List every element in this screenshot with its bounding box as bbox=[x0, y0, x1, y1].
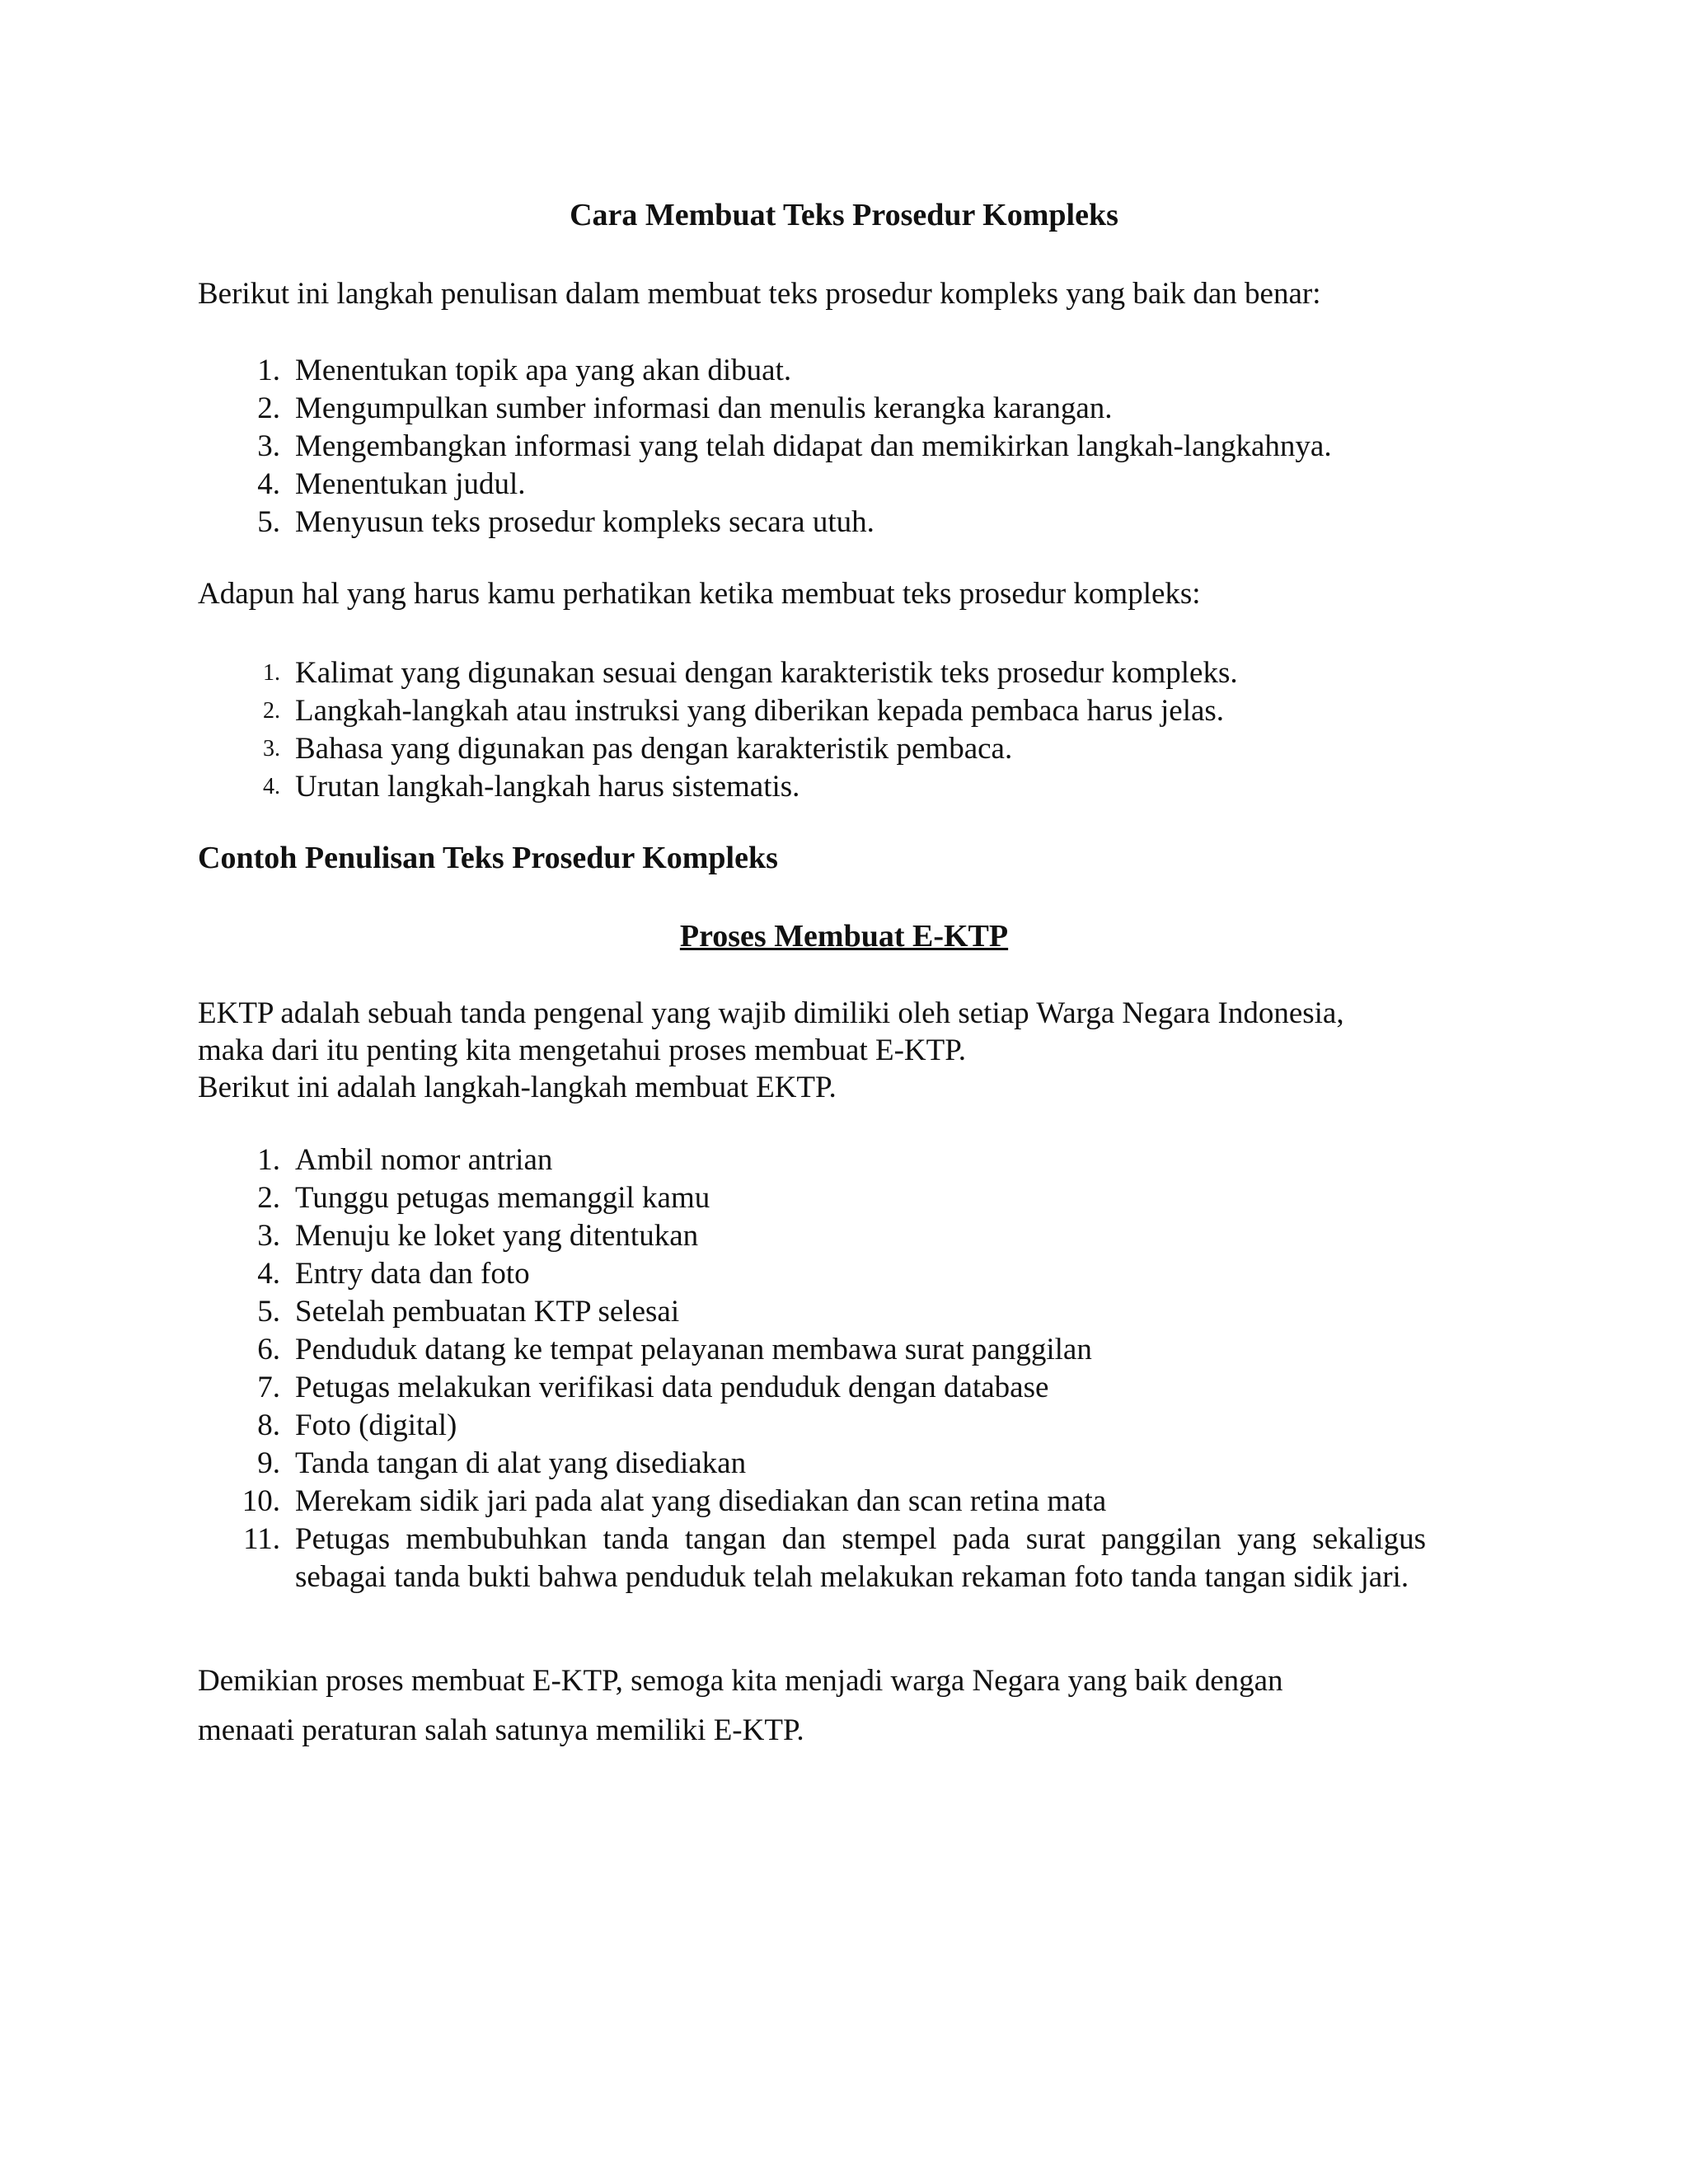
list-item-text: Urutan langkah-langkah harus sistematis. bbox=[295, 770, 800, 804]
list-item-text: Ambil nomor antrian bbox=[295, 1143, 553, 1177]
list-item-text: Merekam sidik jari pada alat yang disediakan dan scan retina mata bbox=[295, 1484, 1107, 1518]
list-item-text: Petugas melakukan verifikasi data penduduk dengan database bbox=[295, 1371, 1049, 1404]
list-item-text: Petugas membubuhkan tanda tangan dan stempel pada surat panggilan yang sekaligus sebagai tanda bukti bahwa penduduk telah melakukan rekaman foto tanda tangan sidik jari. bbox=[295, 1522, 1426, 1594]
list-item-number: 2. bbox=[263, 698, 280, 724]
example-intro-line-2: maka dari itu penting kita mengetahui proses membuat E-KTP. bbox=[198, 1033, 966, 1067]
list-item-number: 1. bbox=[257, 1143, 280, 1177]
list-item-text: Foto (digital) bbox=[295, 1408, 457, 1442]
example-heading: Contoh Penulisan Teks Prosedur Kompleks bbox=[198, 841, 778, 875]
list-item-number: 10. bbox=[241, 1484, 280, 1518]
intro-paragraph: Berikut ini langkah penulisan dalam membuat teks prosedur kompleks yang baik dan benar: bbox=[198, 277, 1321, 311]
list-item-text: Setelah pembuatan KTP selesai bbox=[295, 1295, 680, 1329]
list-item-number: 11. bbox=[243, 1522, 280, 1556]
list-item-number: 8. bbox=[257, 1408, 280, 1442]
list-item-number: 3. bbox=[257, 429, 280, 463]
list-item-number: 7. bbox=[257, 1371, 280, 1404]
list-item-number: 3. bbox=[257, 1219, 280, 1253]
list-item-text: Tunggu petugas memanggil kamu bbox=[295, 1181, 710, 1215]
closing-line-2: menaati peraturan salah satunya memiliki E-KTP. bbox=[198, 1713, 804, 1747]
list-item-number: 2. bbox=[257, 391, 280, 425]
list-item-number: 5. bbox=[257, 1295, 280, 1329]
list-item-text: Menyusun teks prosedur kompleks secara utuh. bbox=[295, 505, 874, 539]
list-item-number: 2. bbox=[257, 1181, 280, 1215]
notes-intro-paragraph: Adapun hal yang harus kamu perhatikan ketika membuat teks prosedur kompleks: bbox=[198, 577, 1201, 611]
list-item-text: Menentukan judul. bbox=[295, 467, 526, 501]
list-item-text: Mengembangkan informasi yang telah didapat dan memikirkan langkah-langkahnya. bbox=[295, 429, 1332, 463]
example-intro-line-1: EKTP adalah sebuah tanda pengenal yang wajib dimiliki oleh setiap Warga Negara Indonesia, bbox=[198, 996, 1344, 1030]
closing-line-1: Demikian proses membuat E-KTP, semoga kita menjadi warga Negara yang baik dengan bbox=[198, 1664, 1283, 1698]
list-item-number: 5. bbox=[257, 505, 280, 539]
list-item-text: Penduduk datang ke tempat pelayanan membawa surat panggilan bbox=[295, 1333, 1092, 1366]
list-item-number: 1. bbox=[257, 354, 280, 387]
list-item-number: 3. bbox=[263, 736, 280, 762]
list-item-text: Tanda tangan di alat yang disediakan bbox=[295, 1446, 747, 1480]
list-item-text: Mengumpulkan sumber informasi dan menulis kerangka karangan. bbox=[295, 391, 1113, 425]
list-item-number: 4. bbox=[257, 467, 280, 501]
list-item-number: 4. bbox=[257, 1257, 280, 1291]
list-item-number: 1. bbox=[263, 660, 280, 686]
list-item-text: Entry data dan foto bbox=[295, 1257, 530, 1291]
document-title: Cara Membuat Teks Prosedur Kompleks bbox=[570, 198, 1118, 232]
list-item-text: Menuju ke loket yang ditentukan bbox=[295, 1219, 699, 1253]
example-intro-line-3: Berikut ini adalah langkah-langkah membuat EKTP. bbox=[198, 1071, 837, 1104]
list-item-number: 4. bbox=[263, 774, 280, 799]
list-item-number: 9. bbox=[257, 1446, 280, 1480]
list-item-text: Menentukan topik apa yang akan dibuat. bbox=[295, 354, 792, 387]
list-item-text: Bahasa yang digunakan pas dengan karakteristik pembaca. bbox=[295, 732, 1013, 766]
list-item-text: Langkah-langkah atau instruksi yang diberikan kepada pembaca harus jelas. bbox=[295, 694, 1225, 728]
list-item-text: Kalimat yang digunakan sesuai dengan karakteristik teks prosedur kompleks. bbox=[295, 656, 1238, 690]
list-item-number: 6. bbox=[257, 1333, 280, 1366]
example-title: Proses Membuat E-KTP bbox=[679, 919, 1009, 954]
